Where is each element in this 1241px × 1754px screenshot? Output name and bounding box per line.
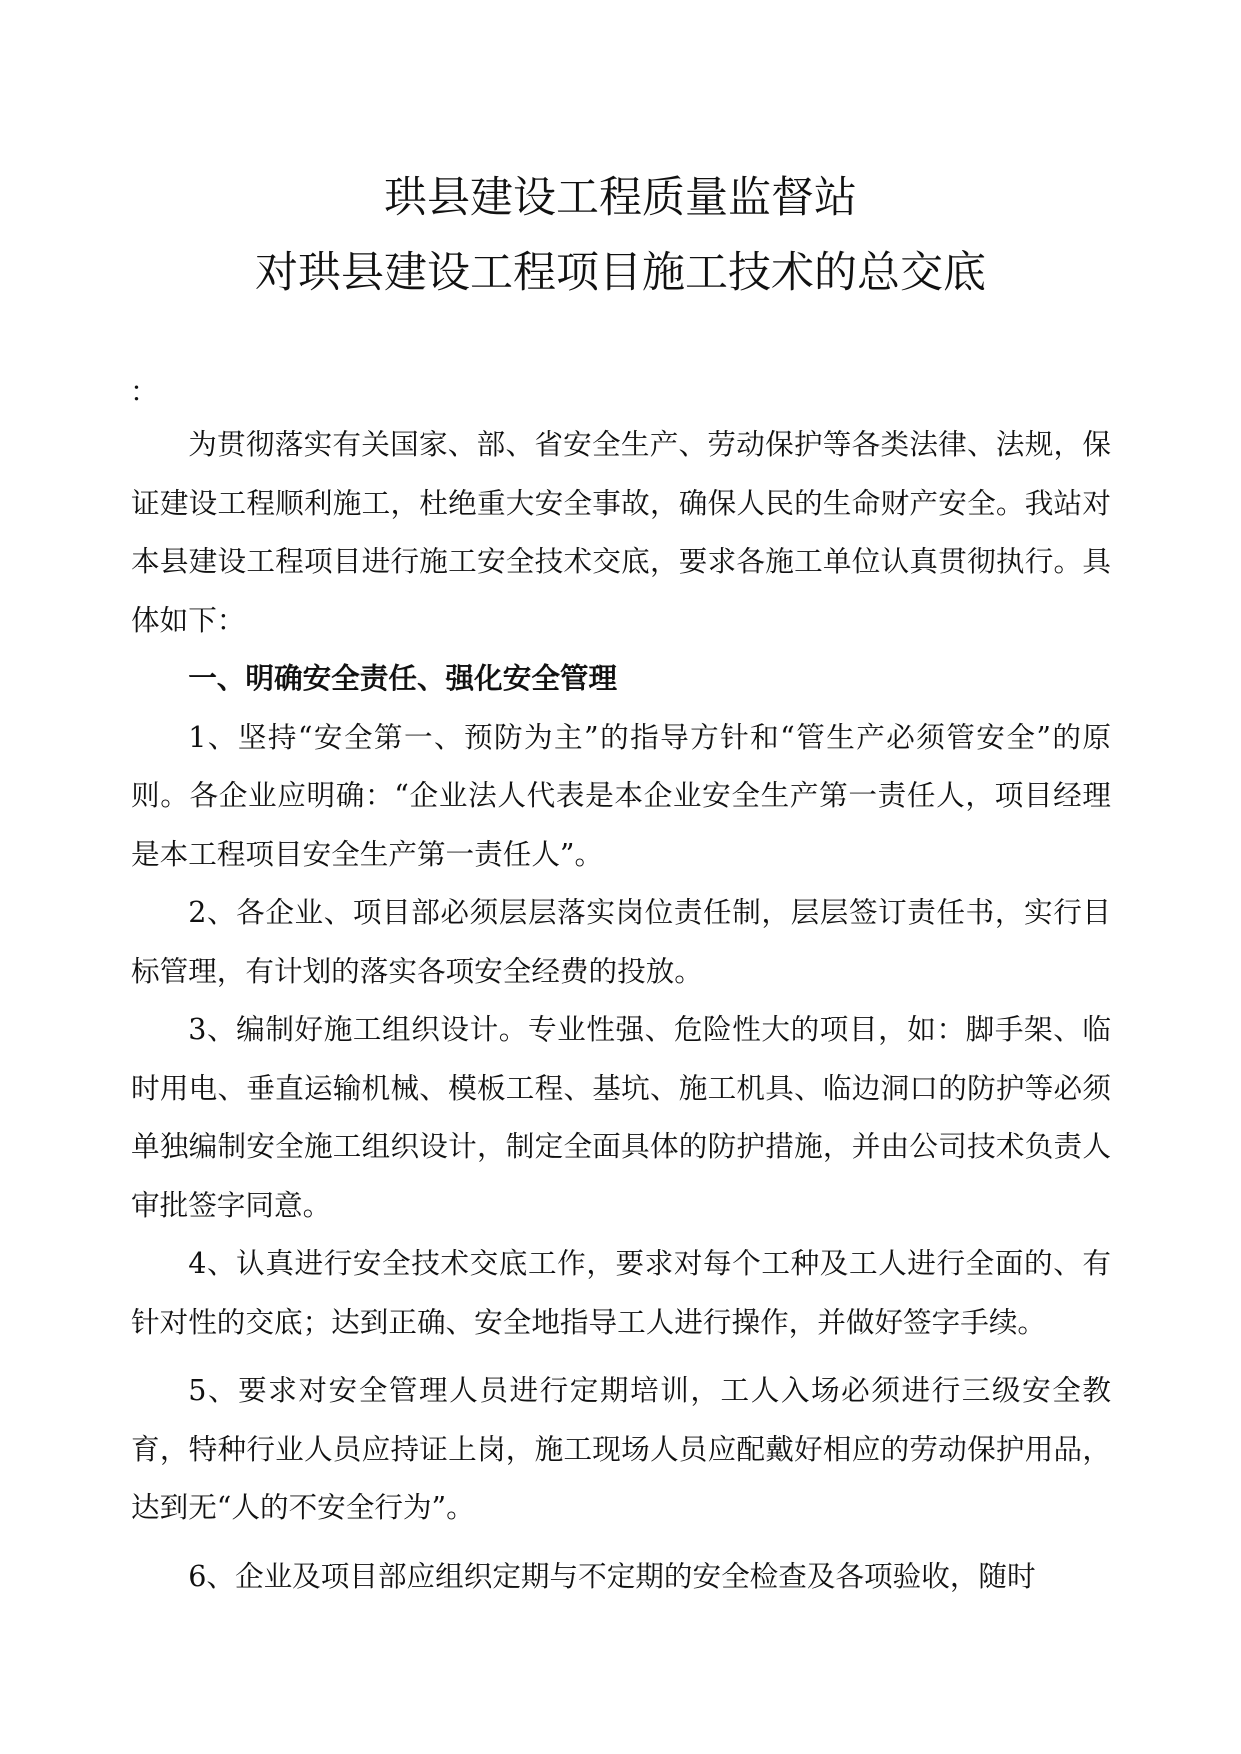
clause-6: 6、企业及项目部应组织定期与不定期的安全检查及各项验收，随时 — [188, 1558, 1036, 1593]
intro-paragraph: 为贯彻落实有关国家、部、省安全生产、劳动保护等各类法律、法规，保证建设工程顺利施工，杜绝重大安全事故，确保人民的生命财产安全。我站对本县建设工程项目进行施工安全技术交底，要求各施工单位认真贯彻执行。具体如下： — [131, 427, 1111, 637]
salutation: ： — [130, 375, 159, 408]
clause-3: 3、编制好施工组织设计。专业性强、危险性大的项目，如：脚手架、临时用电、垂直运输机械、模板工程、基坑、施工机具、临边洞口的防护等必须单独编制安全施工组织设计，制定全面具体的防护措施，并由公司技术负责人审批签字同意。 — [131, 1012, 1111, 1222]
section-heading: 一、明确安全责任、强化安全管理 — [188, 661, 618, 695]
document-title-line-1: 珙县建设工程质量监督站 — [384, 173, 857, 223]
clause-1: 1、坚持“安全第一、预防为主”的指导方针和“管生产必须管安全”的原则。各企业应明确：“企业法人代表是本企业安全生产第一责任人，项目经理是本工程项目安全生产第一责任人”。 — [131, 719, 1111, 871]
clause-2: 2、各企业、项目部必须层层落实岗位责任制，层层签订责任书，实行目标管理，有计划的落实各项安全经费的投放。 — [131, 895, 1111, 988]
document-body — [131, 415, 1111, 1605]
clause-5: 5、要求对安全管理人员进行定期培训，工人入场必须进行三级安全教育，特种行业人员应持证上岗，施工现场人员应配戴好相应的劳动保护用品，达到无“人的不安全行为”。 — [131, 1373, 1111, 1524]
document-title-line-2: 对珙县建设工程项目施工技术的总交底 — [255, 248, 986, 298]
clause-4: 4、认真进行安全技术交底工作，要求对每个工种及工人进行全面的、有针对性的交底；达到正确、安全地指导工人进行操作，并做好签字手续。 — [131, 1246, 1111, 1339]
